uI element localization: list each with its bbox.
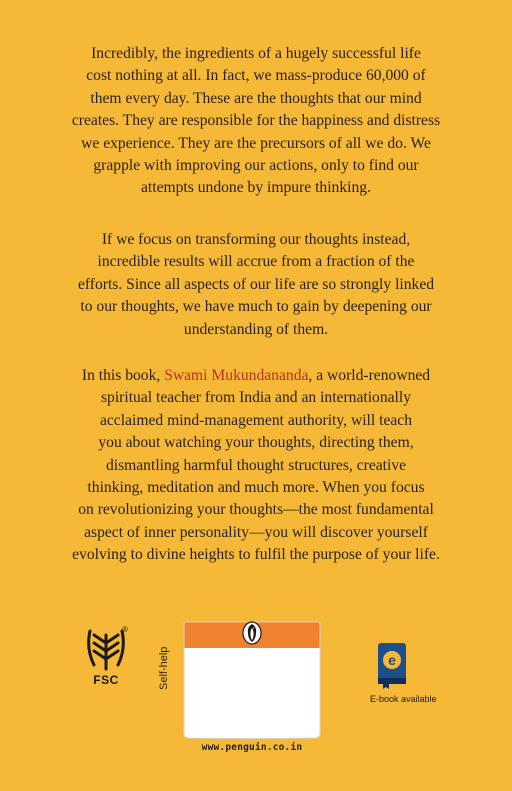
p3-line: dismantling harmful thought structures, creative [105, 456, 407, 474]
fsc-registered-mark: ® [122, 625, 128, 634]
p1-line: we experience. They are the precursors of all we do. We [81, 134, 431, 152]
p1-line: them every day. These are the thoughts that our mind [90, 89, 422, 107]
ebook-badge [370, 642, 436, 712]
p2-line: efforts. Since all aspects of our life are so strongly linked [77, 275, 435, 293]
p1-line: grapple with improving our actions, only to find our [93, 157, 419, 175]
blurb-paragraph-3 [36, 365, 476, 567]
p2-line: understanding of them. [183, 320, 329, 338]
author-name: Swami Mukundananda [164, 367, 309, 384]
blurb-paragraph-1 [36, 43, 476, 200]
p3-line: acclaimed mind-management authority, will teach [99, 411, 413, 429]
p1-line: creates. They are responsible for the happiness and distress [71, 112, 441, 130]
fsc-label: FSC [93, 673, 119, 687]
p3-line: spiritual teacher from India and an internationally [100, 389, 412, 407]
p3-line: thinking, meditation and much more. When you focus [87, 479, 425, 497]
p1-line: cost nothing at all. In fact, we mass-produce 60,000 of [86, 67, 426, 85]
p3-line: evolving to divine heights to fulfil the purpose of your life. [72, 546, 440, 564]
p3-line: you about watching your thoughts, directing them, [98, 434, 414, 452]
ebook-label: E-book available [370, 694, 437, 704]
p2-line: to our thoughts, we have much to gain by deepening our [80, 298, 432, 316]
p1-line: Incredibly, the ingredients of a hugely successful life [91, 45, 421, 62]
p2-line: If we focus on transforming our thoughts instead, [101, 231, 411, 248]
ebook-icon [377, 642, 407, 690]
p3-line: aspect of inner personality—you will discover yourself [84, 523, 428, 541]
p1-line: attempts undone by impure thinking. [141, 179, 371, 197]
p2-line: incredible results will accrue from a fraction of the [97, 253, 415, 271]
blurb-paragraph-3-intro: In this book, [81, 367, 165, 384]
barcode-area [180, 618, 324, 740]
ebook-letter: e [388, 652, 396, 668]
penguin-logo-icon [242, 621, 262, 645]
blurb-paragraph-3-after-author: , a world-renowned [308, 367, 431, 384]
blurb-paragraph-2 [36, 229, 476, 341]
p3-line: on revolutionizing your thoughts—the most fundamental [78, 501, 434, 519]
category-label: Self-help [158, 646, 170, 690]
publisher-url: www.penguin.co.in [201, 742, 303, 753]
fsc-logo [80, 625, 132, 695]
